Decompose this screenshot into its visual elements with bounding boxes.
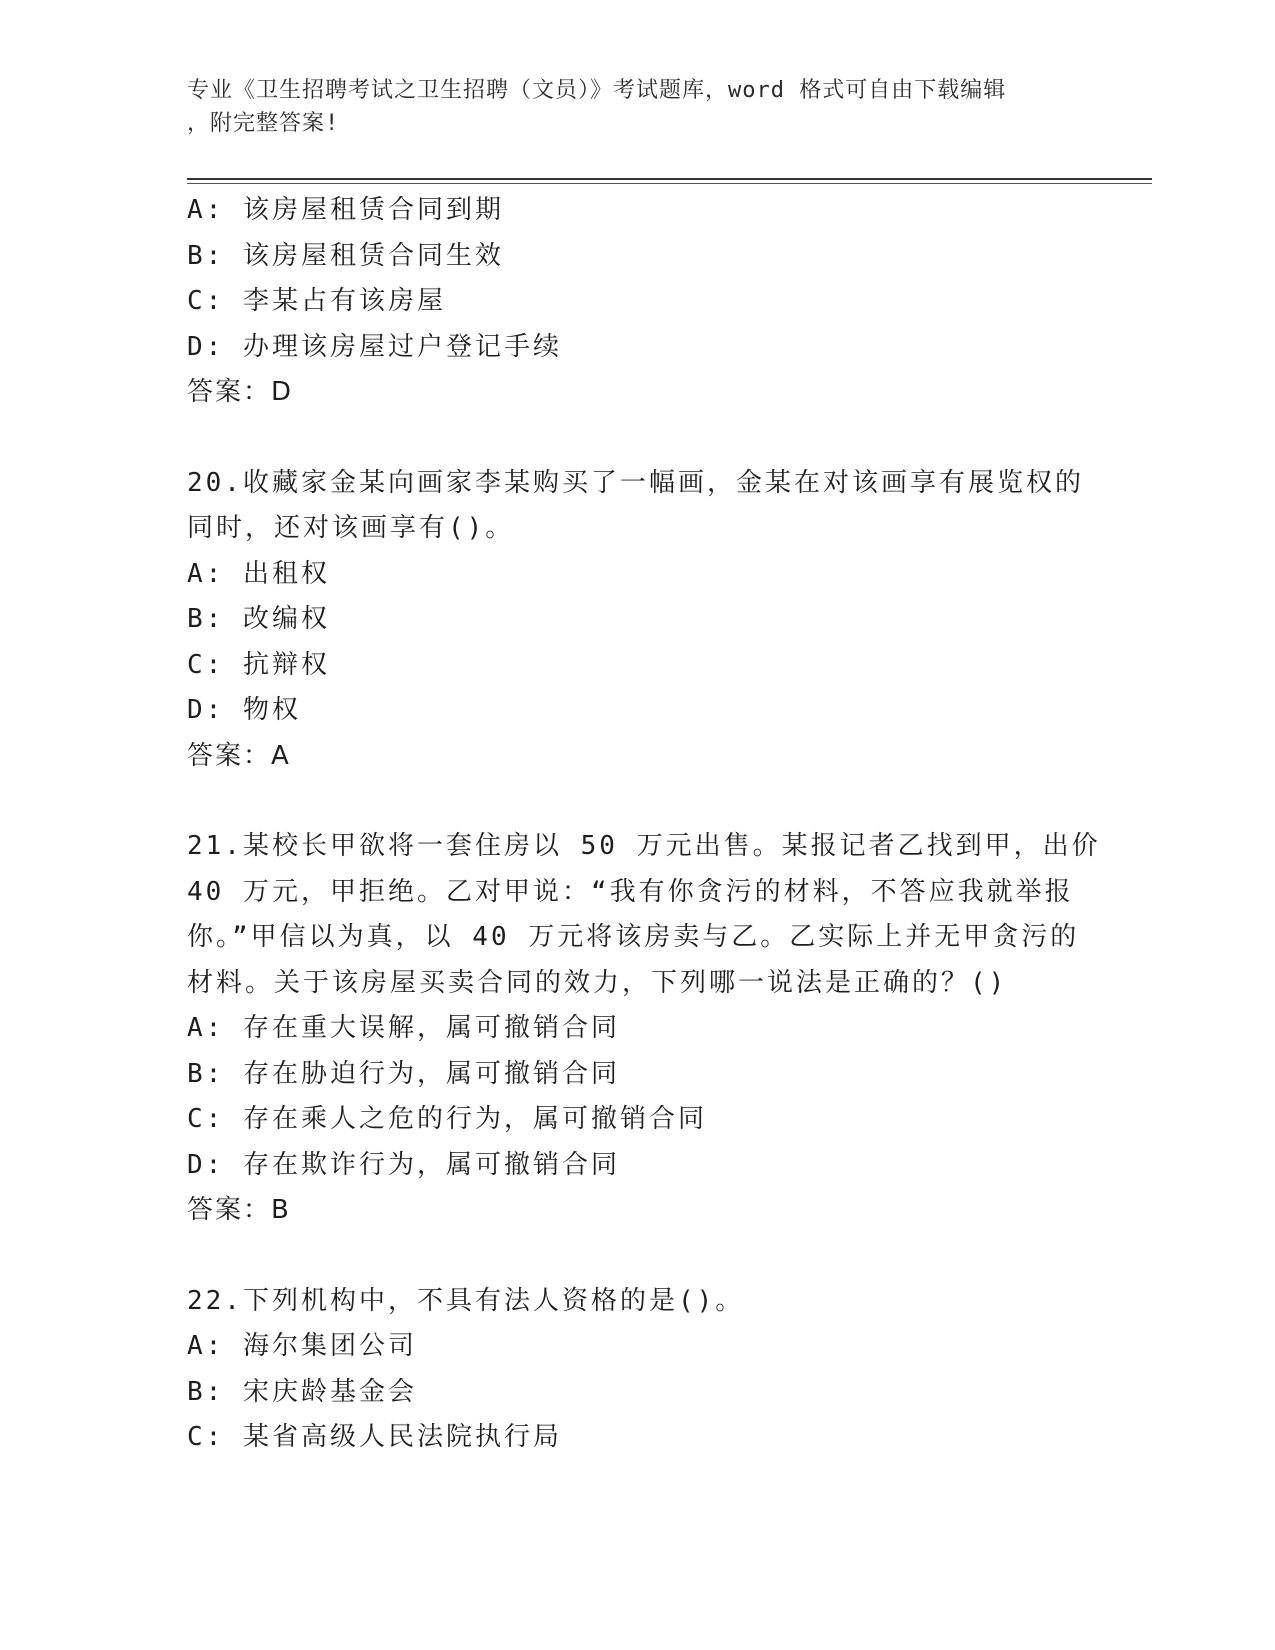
question-21 [187,824,1107,1234]
answer-line: 答案：A [187,740,291,771]
question-spacer [187,416,1107,461]
option-b: B: 存在胁迫行为，属可撤销合同 [187,1058,620,1089]
option-d: D: 办理该房屋过户登记手续 [187,331,562,362]
question-stem-line: 同时，还对该画享有()。 [187,513,515,543]
option-c: C: 李某占有该房屋 [187,286,446,316]
header-divider-thick [187,178,1152,180]
question-stem-line: 22.下列机构中，不具有法人资格的是()。 [187,1285,745,1316]
question-22 [187,1279,1107,1461]
question-spacer [187,779,1107,824]
option-d: D: 存在欺诈行为，属可撤销合同 [187,1149,620,1180]
document-header [187,74,1087,140]
question-stem-line: 40 万元，甲拒绝。乙对甲说：“我有你贪污的材料，不答应我就举报 [187,876,1074,907]
header-line-2: ，附完整答案! [187,111,340,136]
option-c: C: 某省高级人民法院执行局 [187,1422,562,1452]
header-divider-thin [187,183,1152,184]
option-a: A: 出租权 [187,558,330,589]
option-b: B: 该房屋租赁合同生效 [187,240,504,271]
question-stem-line: 21.某校长甲欲将一套住房以 50 万元出售。某报记者乙找到甲，出价 [187,831,1101,861]
header-line-1: 专业《卫生招聘考试之卫生招聘（文员）》考试题库，word 格式可自由下载编辑 [187,78,1007,103]
question-stem-line: 20.收藏家金某向画家李某购买了一幅画，金某在对该画享有展览权的 [187,467,1084,498]
question-stem-line: 材料。关于该房屋买卖合同的效力，下列哪一说法是正确的？() [187,967,1008,998]
question-spacer [187,1234,1107,1279]
option-b: B: 宋庆龄基金会 [187,1376,417,1407]
option-a: A: 存在重大误解，属可撤销合同 [187,1013,620,1043]
option-c: C: 抗辩权 [187,649,330,680]
option-a: A: 该房屋租赁合同到期 [187,195,504,225]
answer-line: 答案：D [187,377,294,407]
question-19 [187,188,1107,416]
question-stem-line: 你。”甲信以为真，以 40 万元将该房卖与乙。乙实际上并无甲贪污的 [187,922,1080,952]
question-list [187,188,1107,1461]
option-a: A: 海尔集团公司 [187,1331,417,1361]
question-20 [187,461,1107,780]
option-c: C: 存在乘人之危的行为，属可撤销合同 [187,1104,707,1134]
answer-line: 答案：B [187,1195,291,1225]
option-b: B: 改编权 [187,604,330,634]
option-d: D: 物权 [187,695,301,725]
